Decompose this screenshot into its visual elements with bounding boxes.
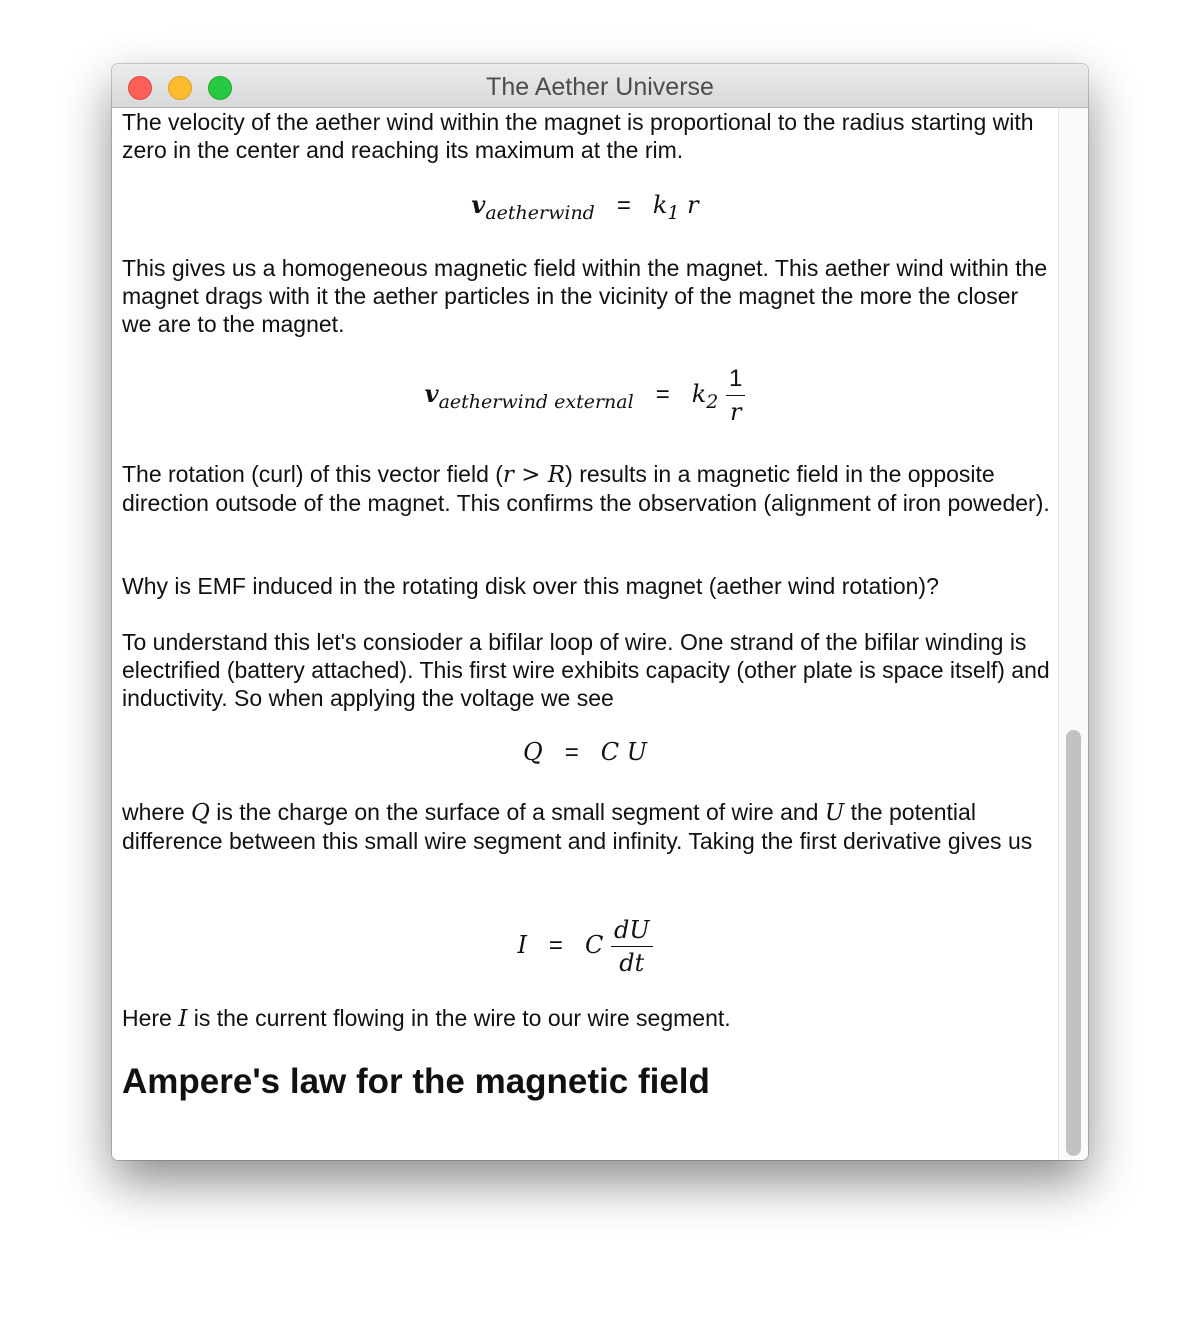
eq1-r: r [687, 191, 699, 219]
eq4-lhs: I [517, 931, 527, 959]
section-heading-ampere: Ampere's law for the magnetic field [122, 1062, 710, 1101]
vertical-scrollbar[interactable] [1058, 108, 1088, 1160]
p7-text-start: Here [122, 1005, 179, 1031]
eq4-denominator: dt [619, 949, 645, 977]
p6-text-mid: is the charge on the surface of a small segment of wire and [209, 799, 825, 825]
p3-inline-math: r > R [502, 462, 566, 488]
paragraph-current [122, 1004, 1052, 1033]
document-view[interactable] [112, 108, 1058, 1160]
eq4-numerator: dU [611, 914, 653, 947]
equation-aetherwind-internal [112, 190, 1058, 224]
eq2-numerator: 1 [726, 363, 745, 396]
paragraph-charge-explanation [122, 798, 1052, 855]
title-bar[interactable] [112, 64, 1088, 108]
eq1-k-subscript: 1 [667, 202, 680, 224]
paragraph-curl-rotation [122, 460, 1052, 517]
eq3-lhs: Q [523, 738, 543, 766]
p6-u: U [824, 800, 845, 826]
p3-text-end: ) results in a magnetic field in the opposite direction outsode of the magnet. This confirms the observation (alignment of iron poweder). [122, 461, 1050, 516]
eq3-rhs: C U [600, 738, 647, 766]
p6-q: Q [191, 800, 210, 826]
eq2-k-subscript: 2 [706, 391, 719, 413]
p6-text-start: where [122, 799, 192, 825]
paragraph-aether-velocity: The velocity of the aether wind within the magnet is proportional to the radius starting with zero in the center and reaching its maximum at the rim. [122, 109, 1034, 163]
p3-text-start: The rotation (curl) of this vector field ( [122, 461, 503, 487]
eq4-fraction [611, 914, 653, 979]
eq4-equals: = [548, 932, 563, 959]
eq2-denominator: r [729, 398, 742, 426]
equation-current [112, 914, 1058, 979]
p7-text-end: is the current flowing in the wire to our wire segment. [187, 1005, 731, 1031]
eq1-lhs: v [471, 190, 486, 219]
scrollbar-thumb[interactable] [1066, 730, 1081, 1156]
window-title: The Aether Universe [486, 73, 714, 101]
paragraph-bifilar-loop: To understand this let's consioder a bifilar loop of wire. One strand of the bifilar winding is electrified (battery attached). This first wire exhibits capacity (other plate is space itself) and inductivity. So when applying the voltage we see [122, 629, 1050, 711]
eq2-k: k [691, 380, 707, 408]
app-window [112, 64, 1088, 1160]
eq2-equals: = [655, 381, 670, 408]
eq1-equals: = [616, 192, 631, 219]
equation-aetherwind-external [112, 363, 1058, 428]
eq3-equals: = [564, 739, 579, 766]
p7-i: I [178, 1006, 188, 1032]
paragraph-emf-question: Why is EMF induced in the rotating disk over this magnet (aether wind rotation)? [122, 573, 939, 599]
paragraph-homogeneous-field: This gives us a homogeneous magnetic field within the magnet. This aether wind within the magnet drags with it the aether particles in the vicinity of the magnet the more the closer we are to the magnet. [122, 255, 1048, 337]
p6-text-end: the potential difference between this small wire segment and infinity. Taking the first derivative gives us [122, 799, 1033, 854]
eq1-lhs-subscript: aetherwind [485, 202, 595, 224]
eq2-lhs-subscript: aetherwind external [438, 391, 634, 413]
eq1-k: k [652, 191, 668, 219]
eq2-fraction [726, 363, 745, 428]
eq2-lhs: v [424, 379, 439, 408]
equation-charge [112, 738, 1058, 767]
eq4-c: C [584, 931, 604, 959]
